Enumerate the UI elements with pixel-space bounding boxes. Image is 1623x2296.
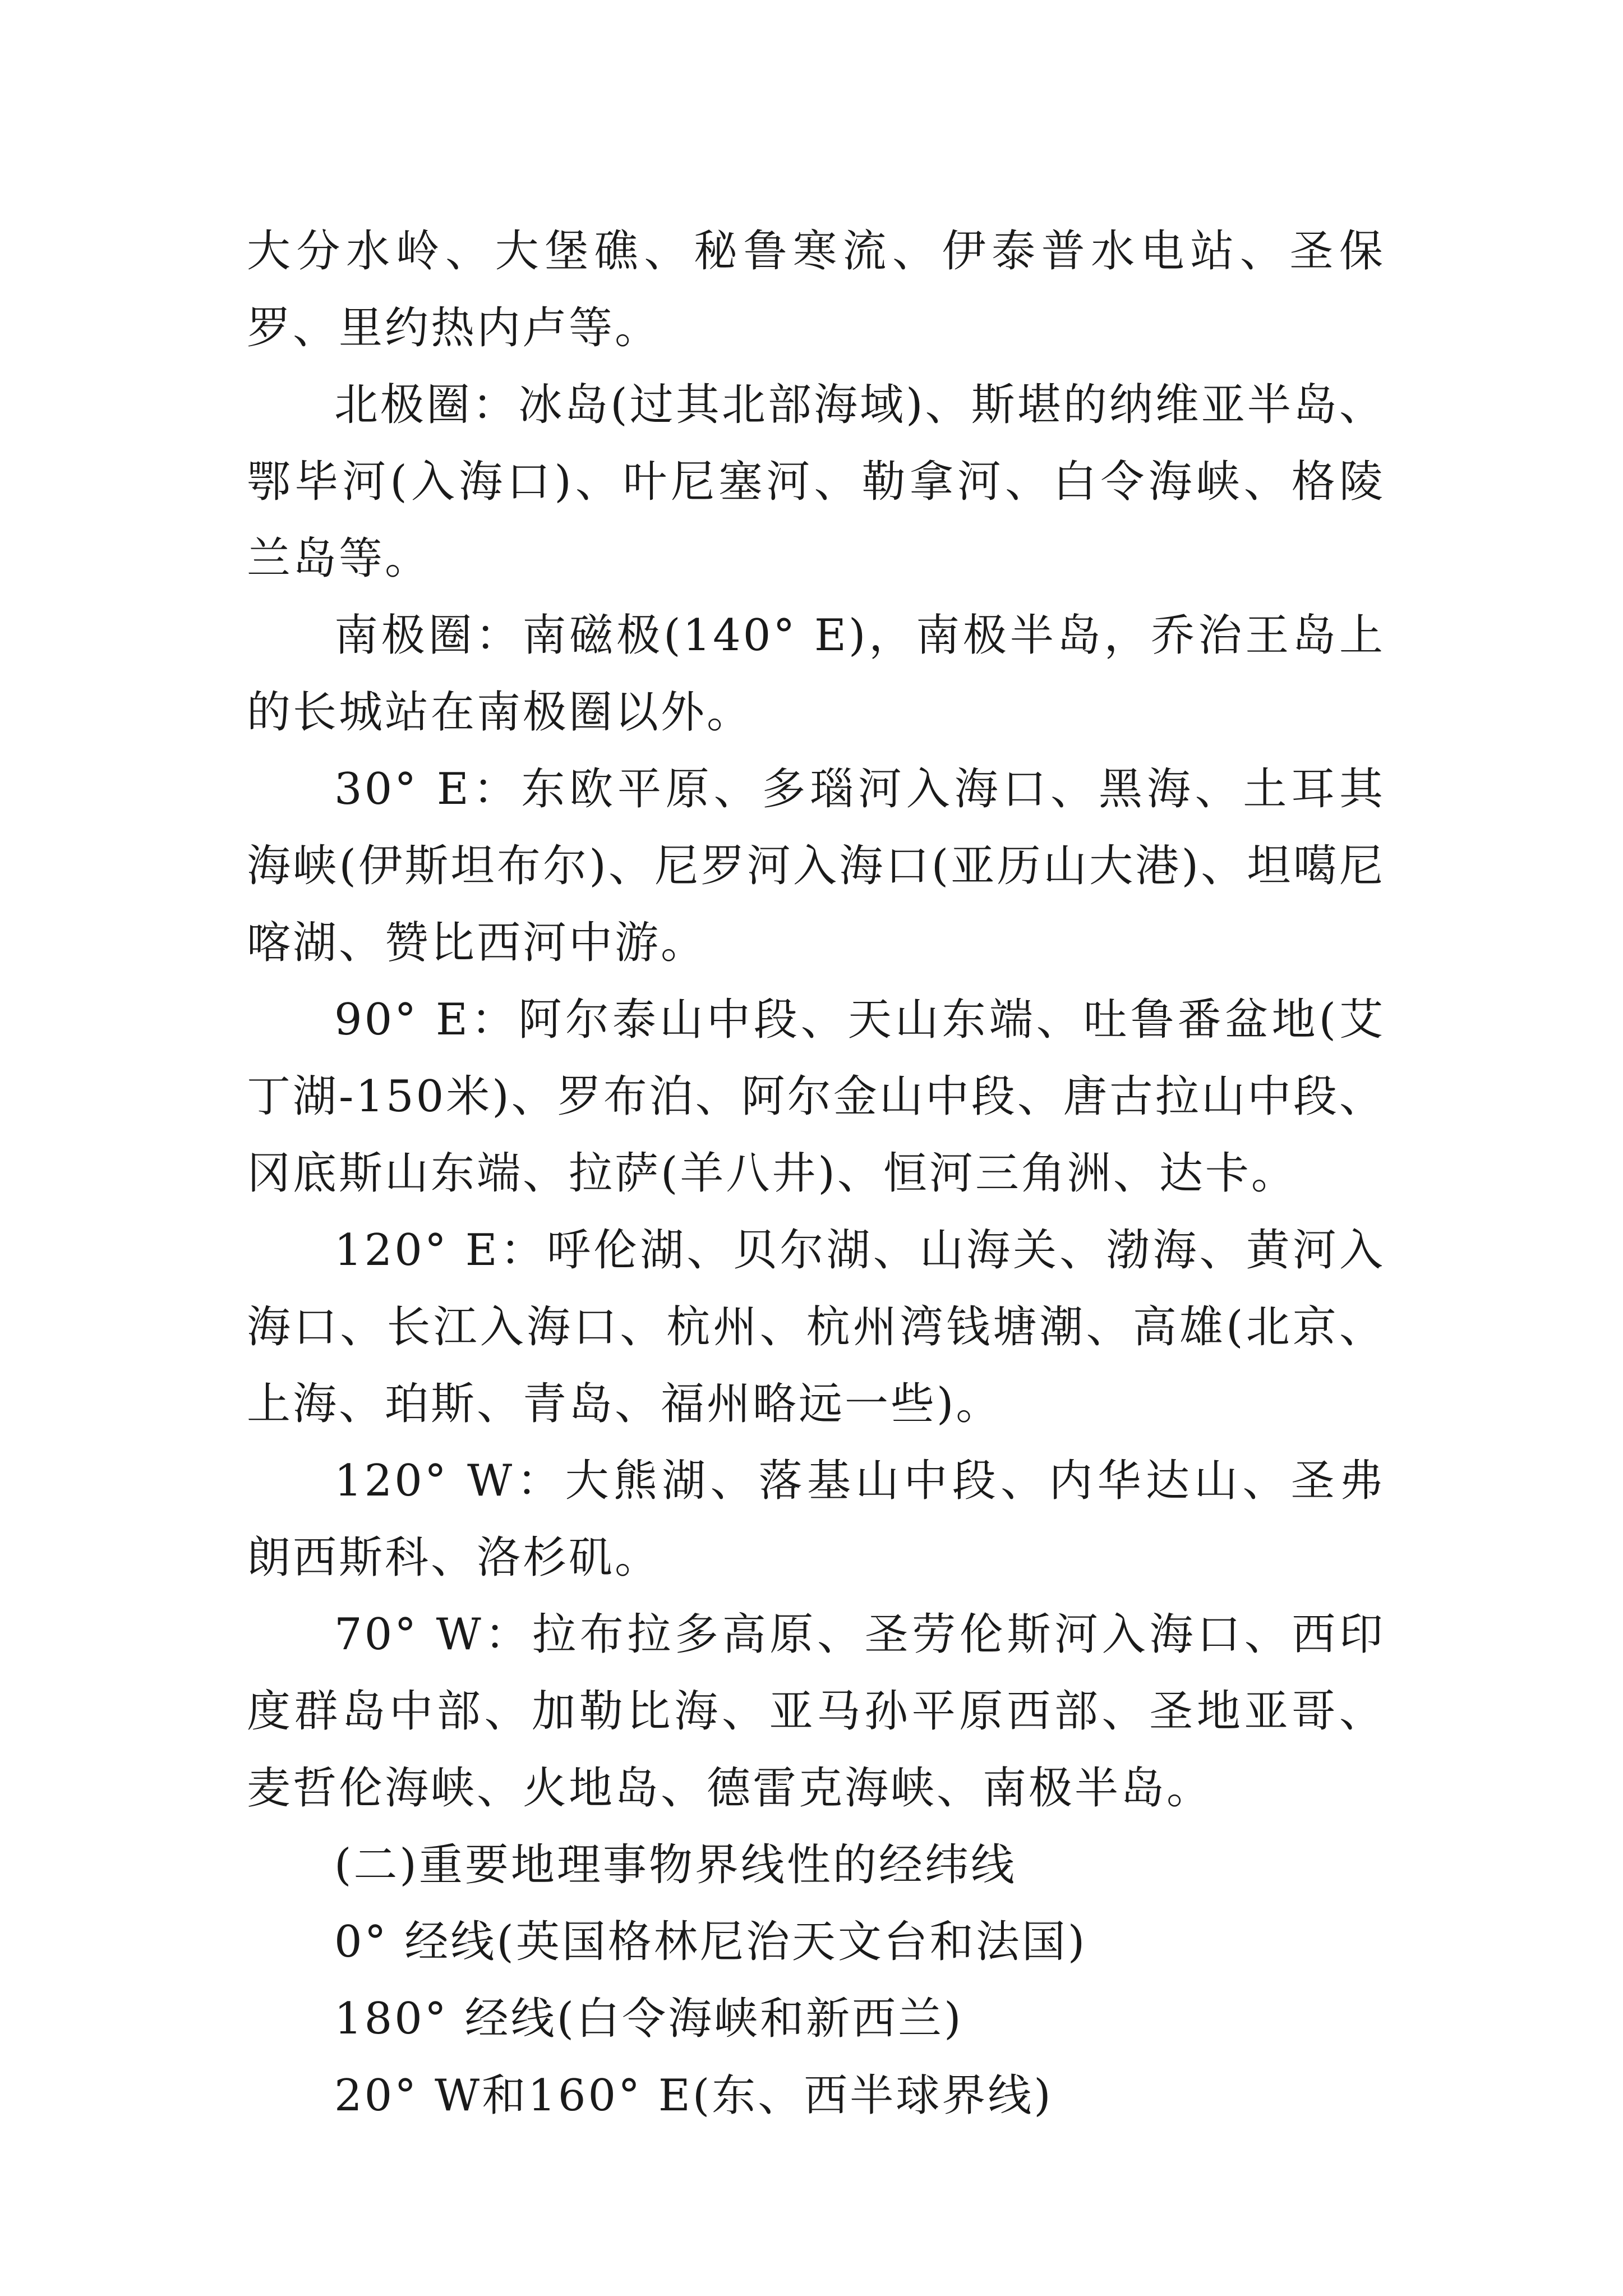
paragraph-120e: 120° E：呼伦湖、贝尔湖、山海关、渤海、黄河入海口、长江入海口、杭州、杭州湾钱塘潮、高雄(北京、上海、珀斯、青岛、福州略远一些)。 [247, 1225, 1385, 1429]
document-body [247, 213, 1385, 2134]
paragraph-arctic-circle: 北极圈：冰岛(过其北部海域)、斯堪的纳维亚半岛、鄂毕河(入海口)、叶尼塞河、勒拿河、白令海峡、格陵兰岛等。 [247, 380, 1385, 584]
paragraph-90e: 90° E：阿尔泰山中段、天山东端、吐鲁番盆地(艾丁湖-150米)、罗布泊、阿尔金山中段、唐古拉山中段、冈底斯山东端、拉萨(羊八井)、恒河三角洲、达卡。 [247, 995, 1385, 1199]
paragraph-continuation: 大分水岭、大堡礁、秘鲁寒流、伊泰普水电站、圣保罗、里约热内卢等。 [247, 226, 1385, 353]
paragraph-prime-meridian: 0° 经线(英国格林尼治天文台和法国) [334, 1917, 1087, 1967]
paragraph-120w: 120° W：大熊湖、落基山中段、内华达山、圣弗朗西斯科、洛杉矶。 [247, 1456, 1385, 1583]
paragraph-180-meridian: 180° 经线(白令海峡和新西兰) [334, 1994, 963, 2044]
paragraph-30e: 30° E：东欧平原、多瑙河入海口、黑海、土耳其海峡(伊斯坦布尔)、尼罗河入海口(亚历山大港)、坦噶尼喀湖、赞比西河中游。 [247, 764, 1385, 968]
paragraph-70w: 70° W：拉布拉多高原、圣劳伦斯河入海口、西印度群岛中部、加勒比海、亚马孙平原西部、圣地亚哥、麦哲伦海峡、火地岛、德雷克海峡、南极半岛。 [247, 1609, 1385, 1814]
paragraph-antarctic-circle: 南极圈：南磁极(140° E)，南极半岛，乔治王岛上的长城站在南极圈以外。 [247, 610, 1385, 738]
paragraph-hemisphere-boundary: 20° W和160° E(东、西半球界线) [334, 2070, 1053, 2121]
section-heading: (二)重要地理事物界线性的经纬线 [334, 1840, 1017, 1890]
